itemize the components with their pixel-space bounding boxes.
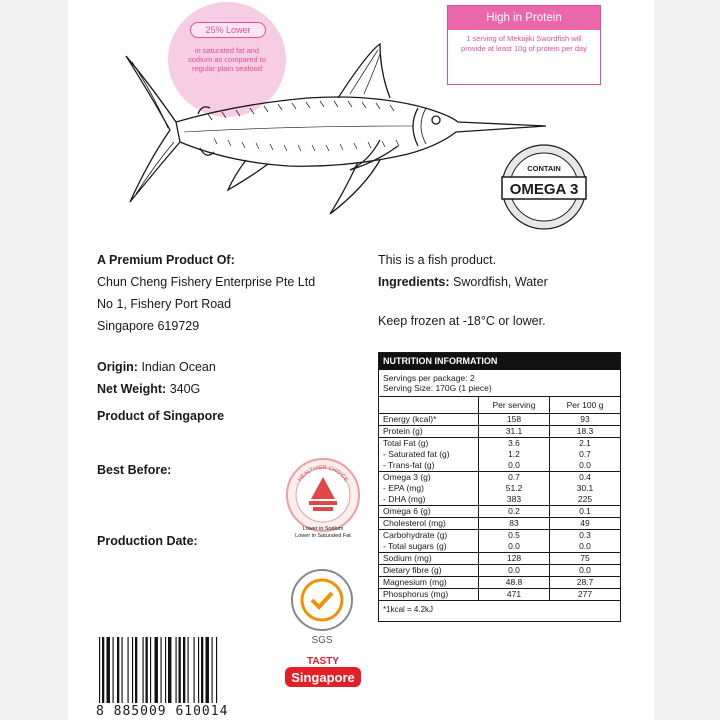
nutrient-name: - EPA (mg) (383, 483, 424, 493)
nutrient-name: Energy (kcal)* (383, 414, 437, 424)
omega3-badge (500, 143, 588, 231)
nutrient-name: Magnesium (mg) (379, 577, 479, 589)
healthier-choice-logo (283, 455, 363, 535)
nutrition-row (379, 449, 620, 460)
healthier-choice-ring-text: HEALTHIER CHOICE (297, 464, 349, 483)
per-serving-value: 31.1 (479, 426, 550, 438)
nutrient-name: Omega 3 (g) (379, 472, 479, 484)
storage-instructions: Keep frozen at -18°C or lower. (378, 314, 546, 328)
nutrient-name: - DHA (mg) (383, 494, 426, 504)
lower-badge-title: 25% Lower (190, 22, 266, 38)
per-100g-value: 28.7 (550, 577, 621, 589)
tasty-line2: Singapore (291, 670, 355, 685)
origin (97, 359, 216, 375)
per-serving-value: 0.0 (479, 565, 550, 577)
barcode-bar (179, 637, 181, 703)
per-100g-header: Per 100 g (550, 397, 621, 414)
nutrient-name: Carbohydrate (g) (379, 530, 479, 542)
nutrition-row (379, 541, 620, 553)
producer-address-line2: Singapore 619729 (97, 319, 200, 333)
barcode-bar (176, 637, 177, 703)
barcode-bar (128, 637, 129, 703)
sgs-certification-logo (282, 566, 362, 648)
barcode-bar (165, 637, 166, 703)
per-100g-value: 225 (550, 494, 621, 506)
nutrient-header-blank (379, 397, 479, 414)
best-before-label: Best Before: (97, 463, 172, 477)
barcode-bar (198, 637, 199, 703)
protein-badge-text: 1 serving of Mekajiki Swordfish will provide at least 10g of protein per day (461, 34, 587, 53)
barcode-bar (150, 637, 151, 703)
per-100g-value: 277 (550, 589, 621, 601)
nutrition-serving-info (379, 370, 620, 397)
barcode-bar (161, 637, 162, 703)
protein-badge-title: High in Protein (448, 6, 600, 30)
omega-badge-top: CONTAIN (527, 164, 561, 173)
per-100g-value: 49 (550, 518, 621, 530)
barcode (97, 637, 257, 703)
tasty-line1: TASTY (306, 656, 340, 667)
nutrition-table (379, 397, 620, 600)
origin-label: Origin: (97, 360, 138, 374)
per-100g-value: 93 (550, 414, 621, 426)
lower-badge-text: in saturated fat and sodium as compared to regular plain seafood (188, 46, 266, 73)
per-100g-value: 75 (550, 553, 621, 565)
per-100g-value: 0.4 (550, 472, 621, 484)
per-serving-value: 0.0 (479, 460, 550, 472)
net-weight-value: 340G (169, 382, 201, 396)
nutrition-information-panel (378, 352, 621, 622)
nutrition-rows (379, 414, 620, 601)
nutrition-footnote: *1kcal = 4.2kJ (379, 600, 620, 621)
barcode-bar (146, 637, 148, 703)
barcode-bar (216, 637, 217, 703)
barcode-bar (206, 637, 209, 703)
nutrition-row (379, 472, 620, 484)
per-100g-value: 0.0 (550, 541, 621, 553)
sgs-label: SGS (311, 635, 333, 646)
nutrient-name: Phosphorus (mg) (379, 589, 479, 601)
nutrition-row (379, 577, 620, 589)
per-serving-value: 1.2 (479, 449, 550, 460)
per-serving-value: 471 (479, 589, 550, 601)
nutrient-name: Cholesterol (mg) (379, 518, 479, 530)
nutrition-row (379, 530, 620, 542)
nutrition-row (379, 494, 620, 506)
left-background (0, 0, 68, 720)
right-background (654, 0, 720, 720)
omega-badge-main: OMEGA 3 (509, 181, 579, 198)
barcode-bar (113, 637, 114, 703)
nutrient-name: - Trans-fat (g) (383, 460, 435, 470)
per-serving-value: 83 (479, 518, 550, 530)
barcode-bar (201, 637, 203, 703)
nutrition-header-row (379, 397, 620, 414)
nutrient-name: Sodium (mg) (379, 553, 479, 565)
barcode-bar (143, 637, 144, 703)
per-serving-value: 51.2 (479, 483, 550, 494)
barcode-bar (107, 637, 110, 703)
per-100g-value: 30.1 (550, 483, 621, 494)
per-100g-value: 0.7 (550, 449, 621, 460)
nutrient-name: - Saturated fat (g) (383, 449, 450, 459)
per-100g-value: 0.0 (550, 565, 621, 577)
healthier-caption-line1: Lower in Sodium (302, 526, 344, 532)
swordfish-illustration (118, 42, 548, 220)
nutrition-row (379, 589, 620, 601)
producer-company: Chun Cheng Fishery Enterprise Pte Ltd (97, 275, 316, 289)
nutrition-row (379, 553, 620, 565)
nutrition-row (379, 426, 620, 438)
origin-value: Indian Ocean (141, 360, 216, 374)
barcode-bar (212, 637, 213, 703)
barcode-bar (155, 637, 158, 703)
ingredients (378, 274, 548, 290)
per-100g-value: 18.3 (550, 426, 621, 438)
ingredients-label: Ingredients: (378, 275, 450, 289)
per-serving-value: 128 (479, 553, 550, 565)
product-of-singapore: Product of Singapore (97, 409, 225, 423)
ingredients-value: Swordfish, Water (453, 275, 548, 289)
nutrient-name: Dietary fibre (g) (379, 565, 479, 577)
barcode-bar (168, 637, 171, 703)
servings-per-package: Servings per package: 2 (383, 373, 475, 383)
producer-heading: A Premium Product Of: (97, 253, 235, 267)
barcode-bar (117, 637, 119, 703)
per-100g-value: 0.3 (550, 530, 621, 542)
barcode-bar (183, 637, 185, 703)
barcode-number: 8 885009 610014 (96, 704, 229, 719)
nutrient-name: Protein (g) (379, 426, 479, 438)
nutrition-row (379, 506, 620, 518)
net-weight (97, 381, 200, 397)
nutrition-row (379, 414, 620, 426)
producer-address-line1: No 1, Fishery Port Road (97, 297, 232, 311)
barcode-bar (122, 637, 123, 703)
barcode-bar (132, 637, 133, 703)
nutrient-name: Omega 6 (g) (379, 506, 479, 518)
per-serving-value: 383 (479, 494, 550, 506)
barcode-bar (99, 637, 100, 703)
barcode-bar (188, 637, 189, 703)
per-serving-value: 48.8 (479, 577, 550, 589)
barcode-bar (135, 637, 137, 703)
nutrition-row (379, 565, 620, 577)
nutrition-row (379, 438, 620, 450)
tasty-singapore-logo (283, 652, 363, 690)
nutrition-row (379, 483, 620, 494)
nutrient-name: - Total sugars (g) (383, 541, 447, 551)
per-100g-value: 0.0 (550, 460, 621, 472)
serving-size: Serving Size: 170G (1 piece) (383, 383, 492, 393)
nutrient-name: Total Fat (g) (379, 438, 479, 450)
per-serving-value: 0.7 (479, 472, 550, 484)
per-serving-value: 0.2 (479, 506, 550, 518)
healthier-caption-line2: Lower in Saturated Fat (295, 533, 351, 539)
barcode-bar (102, 637, 104, 703)
per-serving-value: 158 (479, 414, 550, 426)
per-serving-value: 0.5 (479, 530, 550, 542)
nutrition-row (379, 518, 620, 530)
per-serving-header: Per serving (479, 397, 550, 414)
per-100g-value: 2.1 (550, 438, 621, 450)
per-serving-value: 3.6 (479, 438, 550, 450)
per-100g-value: 0.1 (550, 506, 621, 518)
barcode-bar (194, 637, 195, 703)
net-weight-label: Net Weight: (97, 382, 167, 396)
healthier-choice-caption (275, 526, 371, 540)
nutrition-row (379, 460, 620, 472)
nutrition-title: NUTRITION INFORMATION (379, 353, 620, 370)
production-date-label: Production Date: (97, 534, 198, 548)
per-serving-value: 0.0 (479, 541, 550, 553)
fish-product-note: This is a fish product. (378, 253, 497, 267)
